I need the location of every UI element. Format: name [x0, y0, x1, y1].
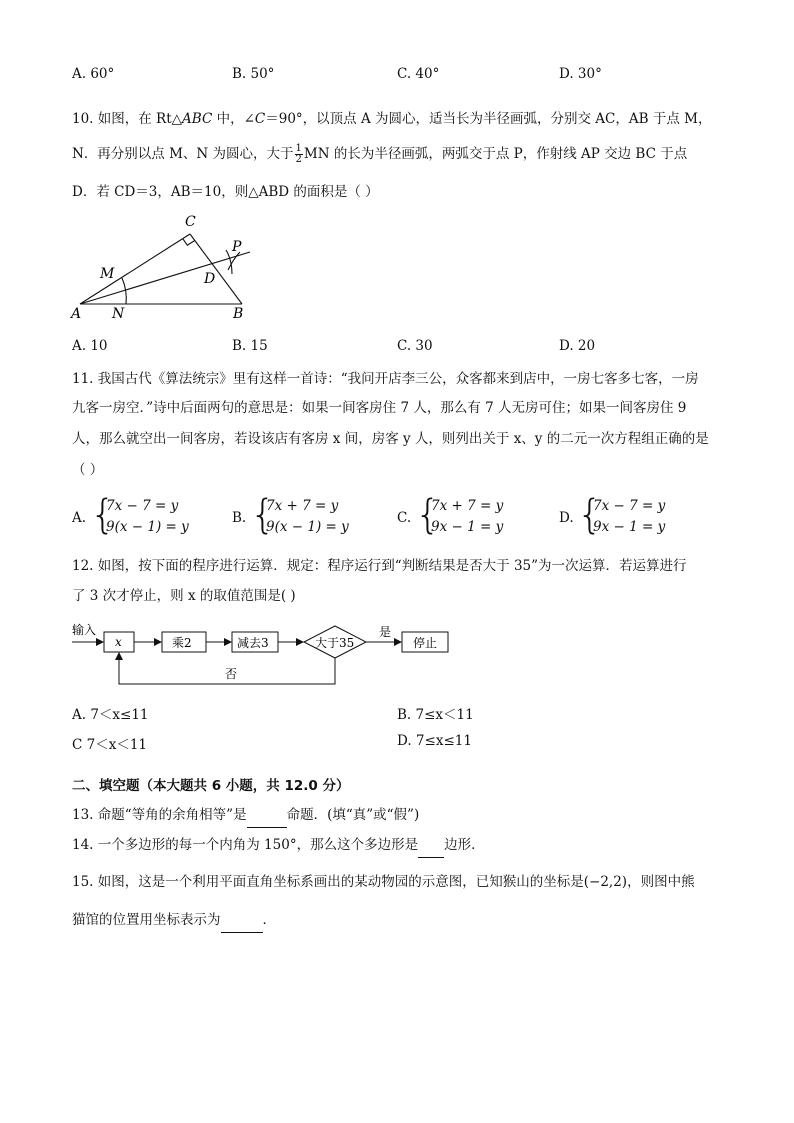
q10-option-d[interactable]: D. 20 [559, 338, 596, 354]
q12-options-row-1 [72, 703, 732, 723]
label-b: B [233, 306, 244, 322]
q11-option-c[interactable] [397, 492, 504, 538]
section-title-fill-in: 二、填空题（本大题共 6 小题，共 12.0 分） [72, 778, 350, 794]
label-n: N [112, 306, 125, 322]
option-label: A. [72, 510, 87, 526]
brace-icon: { [577, 492, 603, 538]
q12-option-d[interactable]: D. 7≤x≤11 [397, 733, 472, 749]
option-label: C. [397, 510, 412, 526]
q13-line [72, 805, 419, 828]
q12-line-1: 12. 如图，按下面的程序进行运算．规定：程序运行到“判断结果是否大于 35”为一次运算．若运算进行 [72, 558, 687, 574]
q10-text: 10. 如图，在 Rt△ [72, 111, 183, 127]
q11-option-b[interactable] [232, 492, 349, 538]
q14-text: 14. 一个多边形的每一个内角为 150°，那么这个多边形是 [72, 837, 419, 853]
brace-icon: { [90, 492, 116, 538]
brace-icon: { [250, 492, 276, 538]
q12-option-b[interactable]: B. 7≤x＜11 [397, 707, 474, 723]
q12-flowchart [70, 618, 460, 690]
label-a: A [71, 306, 82, 322]
flow-no-label: 否 [225, 667, 238, 681]
q14-text: 边形． [444, 837, 485, 853]
flow-yes-label: 是 [379, 625, 392, 639]
q10-option-b[interactable]: B. 15 [232, 338, 268, 354]
q9-option-a[interactable]: A. 60° [72, 66, 115, 82]
option-label: B. [232, 510, 247, 526]
q10-angle-name: C [254, 111, 266, 127]
q11-line-2: 九客一房空．”诗中后面两句的意思是：如果一间客房住 7 人，那么有 7 人无房可住；如果一间客房住 9 [72, 400, 687, 416]
flow-cond-label: 大于35 [315, 636, 355, 650]
equation-2: 9(x − 1) = y [106, 519, 189, 535]
fraction-numerator: 1 [295, 143, 302, 154]
fraction-denominator: 2 [295, 154, 302, 165]
q11-option-a[interactable] [72, 492, 189, 538]
q10-triangle-figure [66, 210, 266, 325]
q10-line-1 [72, 109, 711, 129]
q11-line-4: （ ） [72, 462, 104, 478]
q15-line-2 [72, 910, 276, 933]
equation-1: 7x − 7 = y [106, 498, 179, 514]
q10-text: ＝90°，以顶点 A 为圆心，适当长为半径画弧，分别交 AC，AB 于点 M， [265, 111, 712, 127]
label-p: P [232, 239, 242, 255]
equation-1: 7x + 7 = y [266, 498, 339, 514]
equation-1: 7x − 7 = y [593, 498, 666, 514]
q13-answer-blank[interactable] [247, 807, 287, 828]
q10-line-2 [72, 144, 687, 165]
flow-sub-label: 减去3 [237, 636, 269, 650]
q12-option-c[interactable]: C 7＜x＜11 [72, 737, 148, 753]
q11-line-1: 11. 我国古代《算法统宗》里有这样一首诗：“我问开店李三公，众客都来到店中，一房七客多七客，一房 [72, 371, 699, 387]
q12-option-a[interactable]: A. 7＜x≤11 [72, 707, 149, 723]
q10-option-c[interactable]: C. 30 [397, 338, 433, 354]
flow-mul-label: 乘2 [172, 636, 192, 650]
q9-options [72, 66, 732, 86]
q10-text: N．再分别以点 M、N 为圆心，大于 [72, 146, 294, 162]
flow-stop-label: 停止 [413, 636, 438, 650]
flow-input-label: 输入 [72, 623, 97, 637]
segment-ac [80, 234, 190, 304]
q10-line-3: D．若 CD＝3，AB＝10，则△ABD 的面积是（ ） [72, 184, 379, 200]
equation-1: 7x + 7 = y [431, 498, 504, 514]
q12-line-2: 了 3 次才停止，则 x 的取值范围是( ) [72, 588, 296, 604]
q10-option-a[interactable]: A. 10 [72, 338, 108, 354]
q11-line-3: 人，那么就空出一间客房，若设该店有客房 x 间，房客 y 人，则列出关于 x、y 的二元一次方程组正确的是 [72, 431, 709, 447]
q10-options [72, 338, 732, 358]
q13-text: 命题．(填“真”或“假”) [286, 807, 420, 823]
q15-text: 猫馆的位置用坐标表示为 [72, 912, 221, 928]
q15-line-1: 15. 如图，这是一个利用平面直角坐标系画出的某动物园的示意图，已知猴山的坐标是(−2,2)，则图中熊 [72, 874, 695, 890]
q12-options-row-2 [72, 733, 732, 753]
label-d: D [204, 271, 216, 287]
q11-option-d[interactable] [559, 492, 666, 538]
q14-line [72, 835, 485, 858]
half-fraction [295, 144, 303, 165]
q15-answer-blank[interactable] [221, 912, 263, 933]
flow-x-label: x [115, 635, 122, 649]
equation-2: 9x − 1 = y [593, 519, 666, 535]
q13-text: 13. 命题“等角的余角相等”是 [72, 807, 247, 823]
equation-2: 9(x − 1) = y [266, 519, 349, 535]
equation-2: 9x − 1 = y [431, 519, 504, 535]
q9-option-c[interactable]: C. 40° [397, 66, 440, 82]
q10-text: 中，∠ [212, 111, 255, 127]
q14-answer-blank[interactable] [418, 837, 444, 858]
q9-option-b[interactable]: B. 50° [232, 66, 275, 82]
right-angle-mark [183, 239, 195, 246]
q9-option-d[interactable]: D. 30° [559, 66, 602, 82]
label-m: M [100, 266, 115, 282]
label-c: C [185, 214, 196, 230]
q15-text: ． [262, 912, 276, 928]
q10-triangle-name: ABC [182, 111, 213, 127]
q11-options [72, 492, 732, 544]
option-label: D. [559, 510, 574, 526]
brace-icon: { [415, 492, 441, 538]
q10-text: MN 的长为半径画弧，两弧交于点 P，作射线 AP 交边 BC 于点 [303, 146, 688, 162]
